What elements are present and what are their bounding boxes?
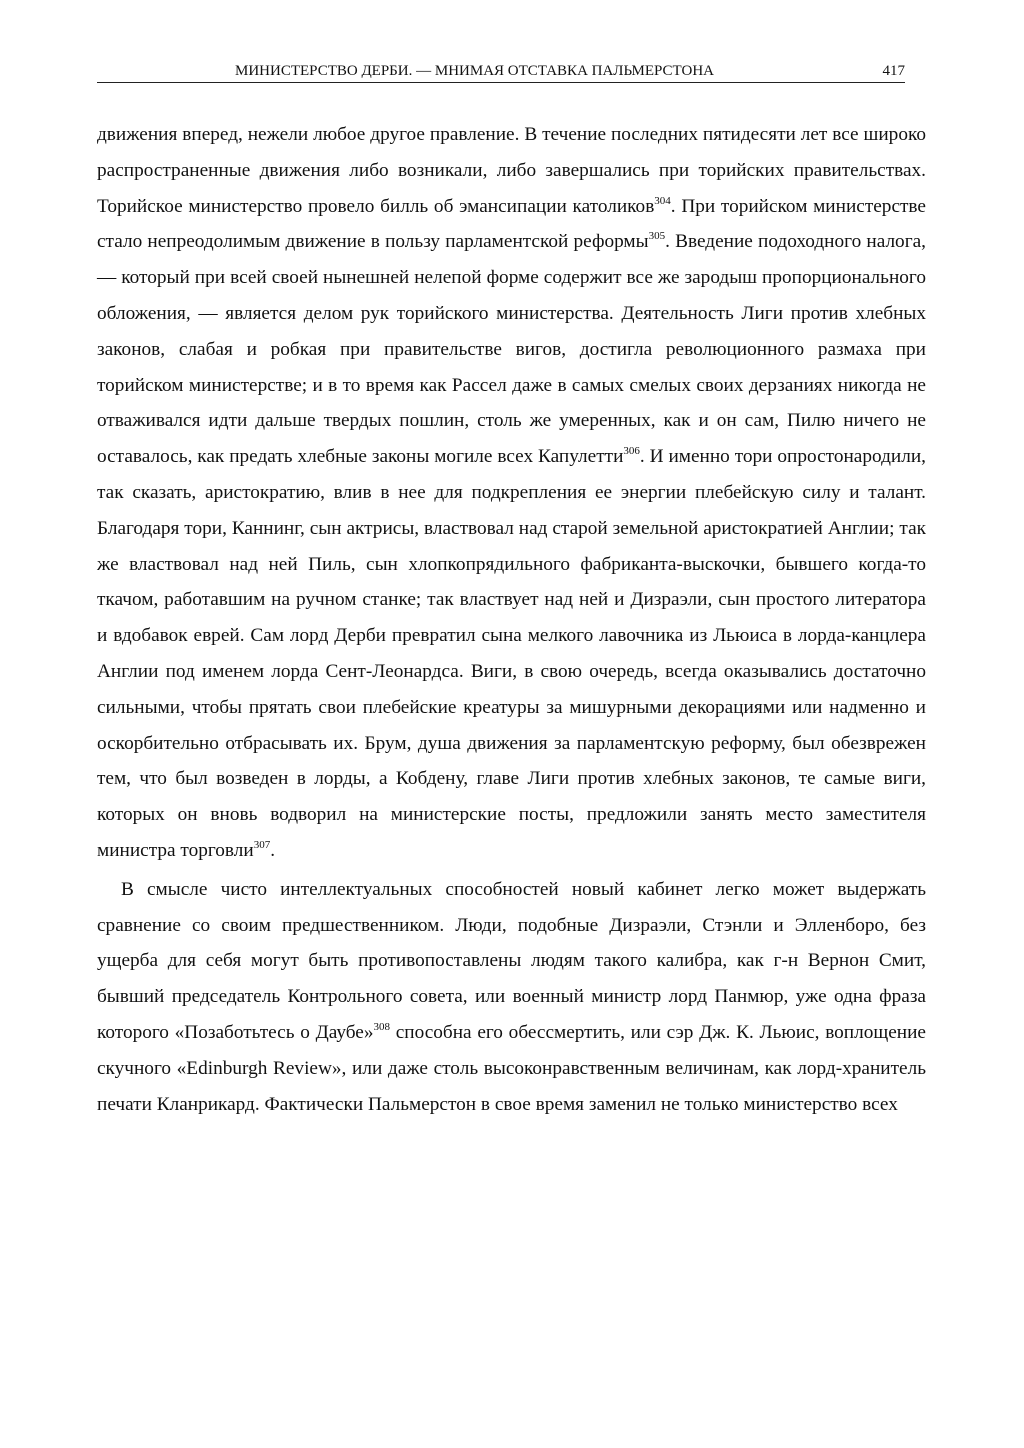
footnote-ref-305[interactable]: 305 [648, 230, 666, 243]
paragraph-2-text-2: способна его обессмертить, или сэр Дж. К. Льюис, воплощение скучного «Edinburgh Review», или даже столь высоконравственным величинам, как лорд-хранитель печати Кланрикард. Фактически Пальмерстон в свое время заменил не только министерство всех [97, 1021, 926, 1115]
body-text [97, 117, 926, 1122]
paragraph-2-text-1: В смысле чисто интеллектуальных способностей новый кабинет легко может выдержать сравнение со своим предшественником. Люди, подобные Дизраэли, Стэнли и Элленборо, без ущерба для себя могут быть противопоставлены людям такого калибра, как г-н Вернон Смит, бывший председатель Контрольного совета, или военный министр лорд Панмюр, уже одна фраза которого «Позаботьтесь о Даубе» [97, 878, 926, 1043]
paragraph-1-text-2: . При торийском министерстве стало непреодолимым движение в пользу парламентской реформы [97, 195, 926, 253]
paragraph-1-text-1: движения вперед, нежели любое другое правление. В течение последних пятидесяти лет все широко распространенные движения либо возникали, либо завершались при торийских правительствах. Торийское министерство провело билль об эмансипации католиков [97, 124, 926, 217]
footnote-ref-306[interactable]: 306 [623, 445, 640, 458]
paragraph-1-text-5: . [270, 839, 276, 861]
footnote-ref-304[interactable]: 304 [654, 194, 671, 207]
paragraph-1-text-3: . Введение подоходного налога, — который при всей своей нынешней нелепой форме содержит все же зародыш пропорционального обложения, — является делом рук торийского министерства. Деятельность Лиги против хлебных законов, слабая и робкая при правительстве вигов, достигла революционного размаха при торийском министерстве; и в то время как Рассел даже в самых смелых своих дерзаниях никогда не отваживался идти дальше твердых пошлин, столь же умеренных, как и он сам, Пилю ничего не оставалось, как предать хлебные законы могиле всех Капулетти [97, 231, 926, 468]
footnote-ref-308[interactable]: 308 [373, 1020, 390, 1033]
footnote-ref-307[interactable]: 307 [253, 838, 271, 851]
header-title: МИНИСТЕРСТВО ДЕРБИ. — МНИМАЯ ОТСТАВКА ПАЛЬМЕРСТОНА [235, 63, 714, 79]
paragraph-1 [97, 117, 926, 869]
paragraph-2 [97, 872, 926, 1123]
paragraph-1-text-4: . И именно тори опростонародили, так сказать, аристократию, влив в нее для подкрепления ее энергии плебейскую силу и талант. Благодаря тори, Каннинг, сын актрисы, властвовал над старой земельной аристократией Англии; так же властвовал над ней Пиль, сын хлопкопрядильного фабриканта-выскочки, бывшего когда-то ткачом, работавшим на ручном станке; так властвует над ней и Дизраэли, сын простого литератора и вдобавок еврей. Сам лорд Дерби превратил сына мелкого лавочника из Льюиса в лорда-канцлера Англии под именем лорда Сент-Леонардса. Виги, в свою очередь, всегда оказывались достаточно сильными, чтобы прятать свои плебейские креатуры за мишурными декорациями или надменно и оскорбительно отбрасывать их. Брум, душа движения за парламентскую реформу, был обезврежен тем, что был возведен в лорды, а Кобдену, главе Лиги против хлебных законов, те самые виги, которых он вновь водворил на министерские посты, предложили занять место заместителя министра торговли [97, 446, 926, 861]
running-header [97, 60, 905, 83]
page-number: 417 [882, 63, 905, 79]
